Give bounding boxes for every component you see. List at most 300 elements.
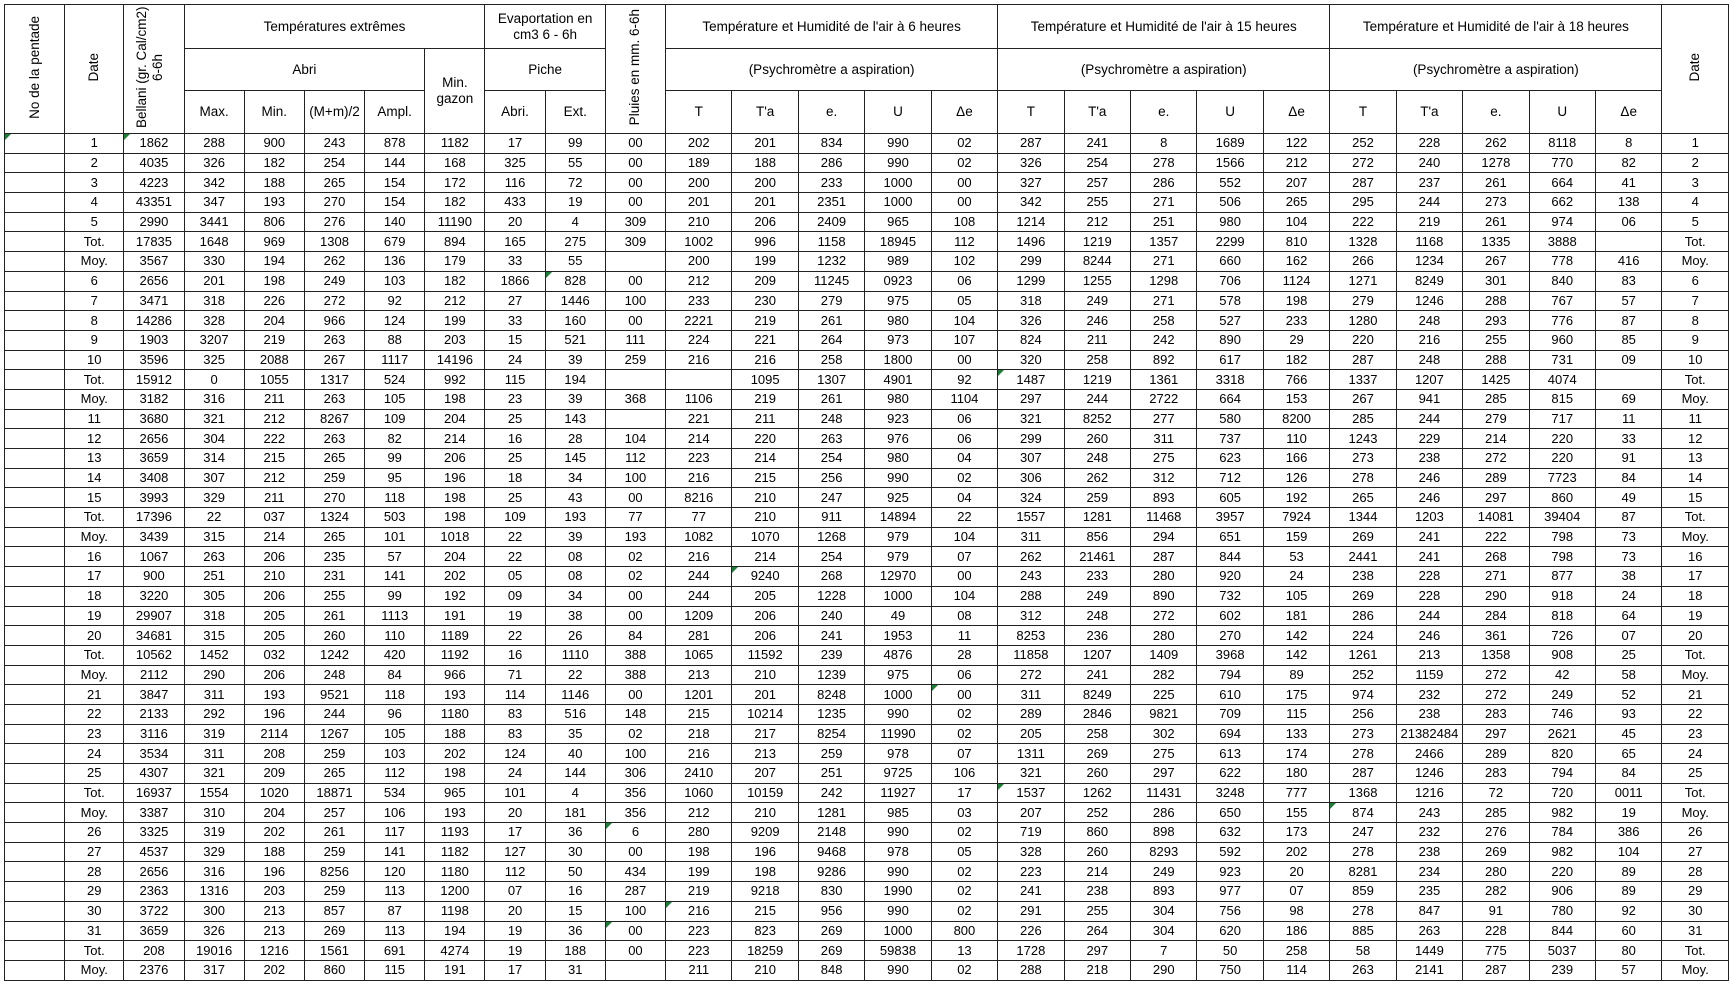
- table-cell[interactable]: 985: [865, 803, 931, 823]
- table-cell[interactable]: 4074: [1529, 370, 1595, 390]
- table-cell[interactable]: 622: [1197, 764, 1263, 784]
- table-cell[interactable]: 277: [1131, 409, 1197, 429]
- table-cell[interactable]: 287: [1330, 764, 1396, 784]
- table-cell[interactable]: 9725: [865, 764, 931, 784]
- table-cell[interactable]: 326: [998, 153, 1064, 173]
- table-cell[interactable]: 860: [1064, 823, 1130, 843]
- table-cell[interactable]: 202: [425, 744, 485, 764]
- table-cell[interactable]: 1228: [798, 586, 864, 606]
- table-cell[interactable]: 240: [1396, 153, 1462, 173]
- cell-pentade[interactable]: [5, 291, 65, 311]
- table-cell[interactable]: Moy.: [65, 527, 124, 547]
- table-cell[interactable]: 244: [304, 704, 364, 724]
- table-cell[interactable]: 212: [1263, 153, 1329, 173]
- table-cell[interactable]: 24: [485, 350, 545, 370]
- table-cell[interactable]: Tot.: [1662, 783, 1729, 803]
- table-cell[interactable]: 679: [365, 232, 425, 252]
- table-cell[interactable]: 15: [545, 901, 605, 921]
- table-cell[interactable]: 272: [998, 665, 1064, 685]
- table-cell[interactable]: 20: [65, 626, 124, 646]
- table-cell[interactable]: 182: [425, 193, 485, 213]
- table-cell[interactable]: 1862: [124, 134, 184, 154]
- table-cell[interactable]: 255: [1064, 901, 1130, 921]
- table-cell[interactable]: 271: [1131, 291, 1197, 311]
- table-cell[interactable]: 101: [365, 527, 425, 547]
- table-cell[interactable]: Moy.: [65, 803, 124, 823]
- table-cell[interactable]: 1324: [304, 508, 364, 528]
- table-cell[interactable]: 00: [605, 153, 665, 173]
- table-cell[interactable]: 224: [666, 330, 732, 350]
- table-cell[interactable]: 3680: [124, 409, 184, 429]
- table-cell[interactable]: 204: [244, 803, 304, 823]
- cell-pentade[interactable]: [5, 350, 65, 370]
- table-cell[interactable]: 19: [1662, 606, 1729, 626]
- table-cell[interactable]: 17: [485, 960, 545, 980]
- table-cell[interactable]: 1487: [998, 370, 1064, 390]
- table-cell[interactable]: 248: [1064, 449, 1130, 469]
- table-cell[interactable]: 83: [485, 704, 545, 724]
- table-cell[interactable]: 27: [485, 291, 545, 311]
- table-cell[interactable]: 104: [931, 527, 997, 547]
- table-cell[interactable]: 13: [65, 449, 124, 469]
- cell-pentade[interactable]: [5, 803, 65, 823]
- table-cell[interactable]: 49: [865, 606, 931, 626]
- table-cell[interactable]: 1557: [998, 508, 1064, 528]
- table-cell[interactable]: 1000: [865, 173, 931, 193]
- table-cell[interactable]: 219: [1396, 212, 1462, 232]
- table-cell[interactable]: 262: [1463, 134, 1529, 154]
- table-cell[interactable]: 02: [931, 960, 997, 980]
- table-cell[interactable]: 215: [666, 704, 732, 724]
- table-cell[interactable]: 264: [1064, 921, 1130, 941]
- table-cell[interactable]: 238: [1396, 449, 1462, 469]
- table-cell[interactable]: 237: [1396, 173, 1462, 193]
- table-cell[interactable]: 890: [1131, 586, 1197, 606]
- table-cell[interactable]: 9: [65, 330, 124, 350]
- table-cell[interactable]: 199: [425, 311, 485, 331]
- table-cell[interactable]: 10: [65, 350, 124, 370]
- table-cell[interactable]: 23: [65, 724, 124, 744]
- table-cell[interactable]: 890: [1197, 330, 1263, 350]
- table-cell[interactable]: 388: [605, 665, 665, 685]
- table-cell[interactable]: 241: [1064, 134, 1130, 154]
- table-cell[interactable]: 265: [304, 449, 364, 469]
- table-cell[interactable]: 201: [184, 271, 244, 291]
- table-cell[interactable]: 25: [485, 488, 545, 508]
- table-cell[interactable]: 1117: [365, 350, 425, 370]
- table-cell[interactable]: 02: [931, 823, 997, 843]
- table-cell[interactable]: 9209: [732, 823, 798, 843]
- table-cell[interactable]: 58: [1595, 665, 1661, 685]
- table-cell[interactable]: 112: [931, 232, 997, 252]
- table-cell[interactable]: 254: [798, 547, 864, 567]
- cell-pentade[interactable]: [5, 901, 65, 921]
- table-cell[interactable]: 328: [998, 842, 1064, 862]
- table-cell[interactable]: 6: [65, 271, 124, 291]
- table-cell[interactable]: 258: [1263, 941, 1329, 961]
- table-cell[interactable]: Tot.: [1662, 645, 1729, 665]
- table-cell[interactable]: 26: [545, 626, 605, 646]
- table-cell[interactable]: 84: [365, 665, 425, 685]
- table-cell[interactable]: 11: [1595, 409, 1661, 429]
- table-cell[interactable]: 124: [365, 311, 425, 331]
- table-cell[interactable]: 11431: [1131, 783, 1197, 803]
- table-cell[interactable]: 860: [1529, 488, 1595, 508]
- cell-pentade[interactable]: [5, 606, 65, 626]
- table-cell[interactable]: 319: [184, 724, 244, 744]
- table-cell[interactable]: 231: [304, 567, 364, 587]
- table-cell[interactable]: 06: [931, 409, 997, 429]
- table-cell[interactable]: 3471: [124, 291, 184, 311]
- table-cell[interactable]: 840: [1529, 271, 1595, 291]
- table-cell[interactable]: 304: [184, 429, 244, 449]
- table-cell[interactable]: 261: [1463, 173, 1529, 193]
- table-cell[interactable]: 212: [666, 271, 732, 291]
- table-cell[interactable]: 188: [244, 842, 304, 862]
- table-cell[interactable]: 1452: [184, 645, 244, 665]
- table-cell[interactable]: 101: [485, 783, 545, 803]
- table-cell[interactable]: 208: [244, 744, 304, 764]
- table-cell[interactable]: 3220: [124, 586, 184, 606]
- table-cell[interactable]: 1317: [304, 370, 364, 390]
- table-cell[interactable]: 02: [931, 468, 997, 488]
- table-cell[interactable]: 249: [1064, 291, 1130, 311]
- table-cell[interactable]: 285: [1463, 803, 1529, 823]
- table-cell[interactable]: 09: [1595, 350, 1661, 370]
- table-cell[interactable]: 24: [65, 744, 124, 764]
- table-cell[interactable]: 3: [1662, 173, 1729, 193]
- table-cell[interactable]: 07: [931, 547, 997, 567]
- table-cell[interactable]: 213: [1396, 645, 1462, 665]
- table-cell[interactable]: 58: [1330, 941, 1396, 961]
- table-cell[interactable]: 15: [485, 330, 545, 350]
- table-cell[interactable]: 4307: [124, 764, 184, 784]
- table-cell[interactable]: 199: [666, 862, 732, 882]
- table-cell[interactable]: 878: [365, 134, 425, 154]
- table-cell[interactable]: 198: [244, 271, 304, 291]
- table-cell[interactable]: 267: [1463, 252, 1529, 272]
- table-cell[interactable]: 4274: [425, 941, 485, 961]
- table-cell[interactable]: 34: [545, 468, 605, 488]
- table-cell[interactable]: 39: [545, 527, 605, 547]
- table-cell[interactable]: 196: [425, 468, 485, 488]
- table-cell[interactable]: 40: [545, 744, 605, 764]
- table-cell[interactable]: 00: [605, 311, 665, 331]
- table-cell[interactable]: 207: [732, 764, 798, 784]
- table-cell[interactable]: 168: [425, 153, 485, 173]
- table-cell[interactable]: 203: [244, 882, 304, 902]
- table-cell[interactable]: 254: [798, 449, 864, 469]
- table-cell[interactable]: 13: [1662, 449, 1729, 469]
- table-cell[interactable]: 978: [865, 842, 931, 862]
- table-cell[interactable]: 260: [304, 626, 364, 646]
- table-cell[interactable]: 238: [1064, 882, 1130, 902]
- table-cell[interactable]: 1299: [998, 271, 1064, 291]
- table-cell[interactable]: 989: [865, 252, 931, 272]
- table-cell[interactable]: 766: [1263, 370, 1329, 390]
- table-cell[interactable]: 276: [304, 212, 364, 232]
- table-cell[interactable]: 828: [545, 271, 605, 291]
- cell-pentade[interactable]: [5, 330, 65, 350]
- table-cell[interactable]: 923: [1197, 862, 1263, 882]
- table-cell[interactable]: 230: [732, 291, 798, 311]
- table-cell[interactable]: 08: [545, 567, 605, 587]
- table-cell[interactable]: 1106: [666, 389, 732, 409]
- table-cell[interactable]: 262: [304, 252, 364, 272]
- table-cell[interactable]: 103: [365, 271, 425, 291]
- table-cell[interactable]: 18871: [304, 783, 364, 803]
- table-cell[interactable]: 244: [1396, 193, 1462, 213]
- table-cell[interactable]: 992: [425, 370, 485, 390]
- table-cell[interactable]: 57: [1595, 291, 1661, 311]
- table-cell[interactable]: 00: [931, 567, 997, 587]
- table-cell[interactable]: 104: [1263, 212, 1329, 232]
- table-cell[interactable]: 258: [1131, 311, 1197, 331]
- table-cell[interactable]: 288: [1463, 350, 1529, 370]
- table-cell[interactable]: 272: [1330, 153, 1396, 173]
- table-cell[interactable]: 9521: [304, 685, 364, 705]
- table-cell[interactable]: 0: [184, 370, 244, 390]
- table-cell[interactable]: 106: [931, 764, 997, 784]
- table-cell[interactable]: 261: [798, 389, 864, 409]
- table-cell[interactable]: 8: [65, 311, 124, 331]
- table-cell[interactable]: 1000: [865, 193, 931, 213]
- table-cell[interactable]: 211: [1064, 330, 1130, 350]
- table-cell[interactable]: Moy.: [1662, 803, 1729, 823]
- table-cell[interactable]: 3722: [124, 901, 184, 921]
- table-cell[interactable]: 216: [666, 901, 732, 921]
- table-cell[interactable]: 154: [365, 193, 425, 213]
- table-cell[interactable]: 14: [1662, 468, 1729, 488]
- table-cell[interactable]: 29907: [124, 606, 184, 626]
- table-cell[interactable]: 252: [1330, 665, 1396, 685]
- table-cell[interactable]: 1216: [1396, 783, 1462, 803]
- table-cell[interactable]: 82: [365, 429, 425, 449]
- table-cell[interactable]: 1018: [425, 527, 485, 547]
- table-cell[interactable]: 34: [545, 586, 605, 606]
- table-cell[interactable]: 263: [304, 429, 364, 449]
- table-cell[interactable]: 1: [1662, 134, 1729, 154]
- table-cell[interactable]: 273: [1330, 724, 1396, 744]
- cell-pentade[interactable]: [5, 645, 65, 665]
- table-cell[interactable]: 201: [732, 685, 798, 705]
- table-cell[interactable]: 272: [1463, 685, 1529, 705]
- table-cell[interactable]: 206: [732, 212, 798, 232]
- table-cell[interactable]: 275: [1131, 449, 1197, 469]
- table-cell[interactable]: 4: [1662, 193, 1729, 213]
- table-cell[interactable]: 1281: [798, 803, 864, 823]
- table-cell[interactable]: 272: [1463, 665, 1529, 685]
- table-cell[interactable]: [666, 370, 732, 390]
- table-cell[interactable]: 6: [1662, 271, 1729, 291]
- table-cell[interactable]: 202: [1263, 842, 1329, 862]
- table-cell[interactable]: 270: [304, 488, 364, 508]
- table-cell[interactable]: 248: [304, 665, 364, 685]
- table-cell[interactable]: 521: [545, 330, 605, 350]
- table-cell[interactable]: 990: [865, 862, 931, 882]
- table-cell[interactable]: 19: [485, 921, 545, 941]
- table-cell[interactable]: 57: [365, 547, 425, 567]
- table-cell[interactable]: 100: [605, 468, 665, 488]
- table-cell[interactable]: 02: [931, 704, 997, 724]
- table-cell[interactable]: 732: [1197, 586, 1263, 606]
- table-cell[interactable]: 794: [1529, 764, 1595, 784]
- table-cell[interactable]: 291: [998, 901, 1064, 921]
- table-cell[interactable]: 1953: [865, 626, 931, 646]
- table-cell[interactable]: 29: [1263, 330, 1329, 350]
- table-cell[interactable]: 1554: [184, 783, 244, 803]
- table-cell[interactable]: 213: [666, 665, 732, 685]
- table-cell[interactable]: 02: [931, 882, 997, 902]
- table-cell[interactable]: 27: [65, 842, 124, 862]
- table-cell[interactable]: 980: [865, 449, 931, 469]
- table-cell[interactable]: 19016: [184, 941, 244, 961]
- table-cell[interactable]: Tot.: [1662, 370, 1729, 390]
- table-cell[interactable]: 1280: [1330, 311, 1396, 331]
- table-cell[interactable]: 632: [1197, 823, 1263, 843]
- table-cell[interactable]: 228: [1396, 586, 1462, 606]
- table-cell[interactable]: 275: [545, 232, 605, 252]
- table-cell[interactable]: 11592: [732, 645, 798, 665]
- cell-pentade[interactable]: [5, 252, 65, 272]
- table-cell[interactable]: 33: [485, 252, 545, 272]
- table-cell[interactable]: 311: [184, 744, 244, 764]
- table-cell[interactable]: 194: [545, 370, 605, 390]
- table-cell[interactable]: 3325: [124, 823, 184, 843]
- table-cell[interactable]: 189: [666, 153, 732, 173]
- table-cell[interactable]: 14894: [865, 508, 931, 528]
- table-cell[interactable]: 304: [1131, 901, 1197, 921]
- table-cell[interactable]: 2990: [124, 212, 184, 232]
- table-cell[interactable]: 88: [365, 330, 425, 350]
- table-cell[interactable]: 279: [1330, 291, 1396, 311]
- table-cell[interactable]: 11190: [425, 212, 485, 232]
- table-cell[interactable]: 19: [65, 606, 124, 626]
- table-cell[interactable]: 186: [1263, 921, 1329, 941]
- table-cell[interactable]: 273: [1463, 193, 1529, 213]
- table-cell[interactable]: 28: [545, 429, 605, 449]
- table-cell[interactable]: 552: [1197, 173, 1263, 193]
- table-cell[interactable]: 820: [1529, 744, 1595, 764]
- table-cell[interactable]: 217: [732, 724, 798, 744]
- table-cell[interactable]: 265: [304, 764, 364, 784]
- table-cell[interactable]: 38: [545, 606, 605, 626]
- table-cell[interactable]: 941: [1396, 389, 1462, 409]
- table-cell[interactable]: 17: [485, 823, 545, 843]
- table-cell[interactable]: 1060: [666, 783, 732, 803]
- table-cell[interactable]: 1189: [425, 626, 485, 646]
- table-cell[interactable]: 18259: [732, 941, 798, 961]
- table-cell[interactable]: 823: [732, 921, 798, 941]
- table-cell[interactable]: 10214: [732, 704, 798, 724]
- table-cell[interactable]: 8200: [1263, 409, 1329, 429]
- table-cell[interactable]: 283: [1463, 704, 1529, 724]
- table-cell[interactable]: 11468: [1131, 508, 1197, 528]
- table-cell[interactable]: 145: [545, 449, 605, 469]
- table-cell[interactable]: 255: [1463, 330, 1529, 350]
- table-cell[interactable]: 69: [1595, 389, 1661, 409]
- table-cell[interactable]: [605, 252, 665, 272]
- table-cell[interactable]: 784: [1529, 823, 1595, 843]
- table-cell[interactable]: 82: [1595, 153, 1661, 173]
- table-cell[interactable]: 19: [485, 941, 545, 961]
- table-cell[interactable]: 148: [605, 704, 665, 724]
- table-cell[interactable]: 11858: [998, 645, 1064, 665]
- table-cell[interactable]: 05: [931, 291, 997, 311]
- table-cell[interactable]: 26: [1662, 823, 1729, 843]
- table-cell[interactable]: 02: [605, 724, 665, 744]
- table-cell[interactable]: 172: [425, 173, 485, 193]
- table-cell[interactable]: 1193: [425, 823, 485, 843]
- table-cell[interactable]: 21461: [1064, 547, 1130, 567]
- table-cell[interactable]: 1316: [184, 882, 244, 902]
- table-cell[interactable]: 246: [1396, 626, 1462, 646]
- table-cell[interactable]: 133: [1263, 724, 1329, 744]
- table-cell[interactable]: Tot.: [1662, 508, 1729, 528]
- table-cell[interactable]: 23: [485, 389, 545, 409]
- table-cell[interactable]: 287: [1131, 547, 1197, 567]
- table-cell[interactable]: 7: [1131, 941, 1197, 961]
- table-cell[interactable]: 263: [798, 429, 864, 449]
- table-cell[interactable]: 709: [1197, 704, 1263, 724]
- table-cell[interactable]: 202: [244, 823, 304, 843]
- table-cell[interactable]: 7: [1662, 291, 1729, 311]
- table-cell[interactable]: 258: [1064, 724, 1130, 744]
- table-cell[interactable]: 278: [1131, 153, 1197, 173]
- table-cell[interactable]: 24: [1595, 586, 1661, 606]
- table-cell[interactable]: 1146: [545, 685, 605, 705]
- table-cell[interactable]: 23: [1662, 724, 1729, 744]
- table-cell[interactable]: 737: [1197, 429, 1263, 449]
- table-cell[interactable]: 07: [1595, 626, 1661, 646]
- table-cell[interactable]: Moy.: [1662, 527, 1729, 547]
- table-cell[interactable]: 2722: [1131, 389, 1197, 409]
- table-cell[interactable]: 1255: [1064, 271, 1130, 291]
- table-cell[interactable]: 193: [425, 803, 485, 823]
- cell-pentade[interactable]: [5, 488, 65, 508]
- table-cell[interactable]: 30: [1662, 901, 1729, 921]
- table-cell[interactable]: 420: [365, 645, 425, 665]
- table-cell[interactable]: 650: [1197, 803, 1263, 823]
- table-cell[interactable]: 43: [545, 488, 605, 508]
- table-cell[interactable]: 691: [365, 941, 425, 961]
- table-cell[interactable]: 283: [1463, 764, 1529, 784]
- table-cell[interactable]: 318: [184, 606, 244, 626]
- table-cell[interactable]: 3888: [1529, 232, 1595, 252]
- table-cell[interactable]: 2409: [798, 212, 864, 232]
- table-cell[interactable]: 266: [1330, 252, 1396, 272]
- table-cell[interactable]: 126: [1263, 468, 1329, 488]
- table-cell[interactable]: 2141: [1396, 960, 1462, 980]
- table-cell[interactable]: 1234: [1396, 252, 1462, 272]
- table-cell[interactable]: 279: [798, 291, 864, 311]
- table-cell[interactable]: 254: [1064, 153, 1130, 173]
- table-cell[interactable]: 257: [304, 803, 364, 823]
- table-cell[interactable]: 1409: [1131, 645, 1197, 665]
- table-cell[interactable]: 286: [1131, 173, 1197, 193]
- table-cell[interactable]: 251: [1131, 212, 1197, 232]
- table-cell[interactable]: 193: [425, 685, 485, 705]
- table-cell[interactable]: 1000: [865, 921, 931, 941]
- table-cell[interactable]: 84: [605, 626, 665, 646]
- table-cell[interactable]: 159: [1263, 527, 1329, 547]
- table-cell[interactable]: 214: [1463, 429, 1529, 449]
- table-cell[interactable]: 216: [666, 350, 732, 370]
- table-cell[interactable]: 275: [1131, 744, 1197, 764]
- table-cell[interactable]: 100: [605, 291, 665, 311]
- table-cell[interactable]: 220: [1529, 862, 1595, 882]
- table-cell[interactable]: 290: [184, 665, 244, 685]
